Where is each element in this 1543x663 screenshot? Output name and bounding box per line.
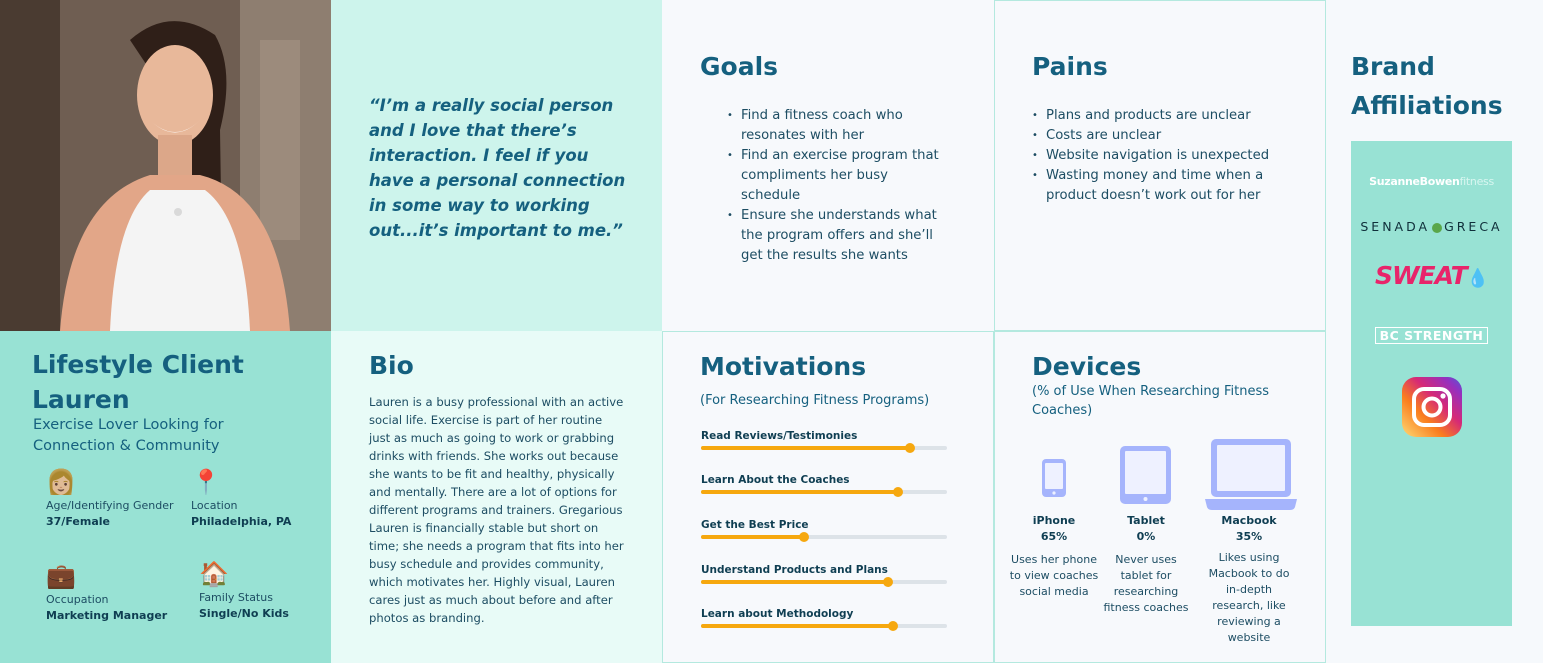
laptop-icon bbox=[1205, 439, 1297, 511]
woman-icon: 👩🏼 bbox=[46, 468, 76, 496]
bc-strength-logo bbox=[1351, 325, 1512, 344]
list-item: • Wasting money and time when a product doesn’t work out for her bbox=[1032, 166, 1287, 206]
motivation-row bbox=[701, 608, 951, 628]
persona-name: Lifestyle Client Lauren bbox=[32, 350, 244, 414]
motivation-label: Read Reviews/Testimonies bbox=[701, 430, 858, 442]
bio-text: Lauren is a busy professional with an active social life. Exercise is part of her routine just as much as going to work or grabbing drinks with friends. She works out because she wants to be fit and healthy, physically and mentally. There are a lot of options for different programs and trainers. Gregarious Lauren is financially stable but short on time; she needs a program that fits into her busy schedule and provides community, which motivates her. Highly visual, Lauren cares just as much about before and after photos as branding. bbox=[369, 395, 624, 625]
attr-label: Occupation bbox=[46, 593, 109, 606]
attr-occupation bbox=[46, 561, 181, 622]
attr-value: Philadelphia, PA bbox=[191, 515, 292, 528]
persona-quote: “I’m a really social person and I love that there’s interaction. I feel if you have a personal connection in some way to working out...it’s important to me.” bbox=[369, 96, 626, 240]
goals-panel bbox=[662, 0, 994, 331]
bio-title: Bio bbox=[369, 351, 414, 380]
goals-title: Goals bbox=[700, 52, 779, 81]
logo-text: BC STRENGTH bbox=[1375, 327, 1489, 344]
attr-value: Marketing Manager bbox=[46, 609, 168, 622]
briefcase-icon: 💼 bbox=[46, 562, 76, 590]
device-iphone bbox=[1008, 514, 1100, 600]
motivation-row bbox=[701, 430, 951, 450]
motivation-label: Learn about Methodology bbox=[701, 608, 854, 620]
list-item: • Ensure she understands what the program offers and she’ll get the results she wants bbox=[727, 206, 942, 266]
attr-label: Family Status bbox=[199, 591, 273, 604]
quote-panel bbox=[331, 0, 662, 331]
attr-age-gender bbox=[46, 467, 181, 528]
logo-text: SENADA bbox=[1360, 219, 1431, 234]
list-item: • Find a fitness coach who resonates with her bbox=[727, 106, 942, 146]
motivation-bar bbox=[701, 580, 947, 584]
suzanne-bowen-logo bbox=[1351, 175, 1512, 188]
devices-panel bbox=[994, 331, 1326, 663]
motivation-label: Understand Products and Plans bbox=[701, 564, 888, 576]
device-percent: 35% bbox=[1235, 530, 1263, 543]
persona-profile-panel bbox=[0, 331, 331, 663]
attr-value: 37/Female bbox=[46, 515, 110, 528]
motivation-bar bbox=[701, 624, 947, 628]
sweat-logo: SWEAT💧 bbox=[1374, 261, 1489, 290]
pains-list bbox=[1032, 106, 1287, 206]
list-item: • Costs are unclear bbox=[1032, 126, 1287, 146]
attr-family-status bbox=[199, 559, 324, 620]
device-name: Tablet bbox=[1127, 514, 1165, 527]
motivations-panel bbox=[662, 331, 994, 663]
logo-text: SWEAT bbox=[1374, 261, 1467, 290]
device-desc: Likes using Macbook to do in-depth research, like reviewing a website bbox=[1208, 551, 1290, 644]
motivation-row bbox=[701, 474, 951, 494]
logo-text: fitness bbox=[1459, 175, 1494, 188]
senada-greca-logo bbox=[1351, 219, 1512, 234]
persona-photo bbox=[0, 0, 331, 331]
devices-subtitle: (% of Use When Researching Fitness Coaches) bbox=[1032, 384, 1269, 418]
devices-title: Devices bbox=[1032, 352, 1142, 381]
house-icon: 🏠 bbox=[199, 560, 229, 588]
motivation-bar bbox=[701, 535, 947, 539]
list-item: • Website navigation is unexpected bbox=[1032, 146, 1287, 166]
list-item: • Find an exercise program that compliments her busy schedule bbox=[727, 146, 942, 206]
persona-tagline: Exercise Lover Looking for Connection & Community bbox=[33, 417, 224, 454]
motivation-bar bbox=[701, 490, 947, 494]
attr-value: Single/No Kids bbox=[199, 607, 289, 620]
pains-panel bbox=[994, 0, 1326, 331]
brand-logos-panel bbox=[1351, 141, 1512, 626]
motivation-label: Learn About the Coaches bbox=[701, 474, 850, 486]
device-percent: 65% bbox=[1040, 530, 1068, 543]
attr-label: Location bbox=[191, 499, 238, 512]
instagram-icon bbox=[1402, 377, 1462, 437]
motivations-subtitle: (For Researching Fitness Programs) bbox=[700, 393, 930, 408]
device-name: Macbook bbox=[1221, 514, 1277, 527]
device-tablet bbox=[1100, 514, 1192, 616]
location-pin-icon: 📍 bbox=[191, 468, 221, 496]
motivations-title: Motivations bbox=[700, 352, 867, 381]
device-desc: Uses her phone to view coaches social media bbox=[1009, 553, 1099, 598]
motivation-row bbox=[701, 519, 951, 539]
logo-text: SuzanneBowen bbox=[1369, 175, 1460, 188]
attr-label: Age/Identifying Gender bbox=[46, 499, 174, 512]
motivation-bar bbox=[701, 446, 947, 450]
tablet-icon bbox=[1120, 446, 1171, 504]
goals-list bbox=[727, 106, 942, 266]
bio-panel bbox=[331, 331, 662, 663]
motivation-label: Get the Best Price bbox=[701, 519, 809, 531]
device-macbook bbox=[1204, 514, 1294, 646]
attr-location bbox=[191, 467, 321, 528]
device-name: iPhone bbox=[1032, 514, 1076, 527]
device-desc: Never uses tablet for researching fitness coaches bbox=[1103, 553, 1189, 614]
list-item: • Plans and products are unclear bbox=[1032, 106, 1287, 126]
motivation-row bbox=[701, 564, 951, 584]
brand-affiliations-title: Brand Affiliations bbox=[1351, 52, 1503, 120]
device-percent: 0% bbox=[1136, 530, 1156, 543]
logo-text: GRECA bbox=[1444, 219, 1503, 234]
pains-title: Pains bbox=[1032, 52, 1108, 81]
phone-icon bbox=[1042, 459, 1066, 497]
